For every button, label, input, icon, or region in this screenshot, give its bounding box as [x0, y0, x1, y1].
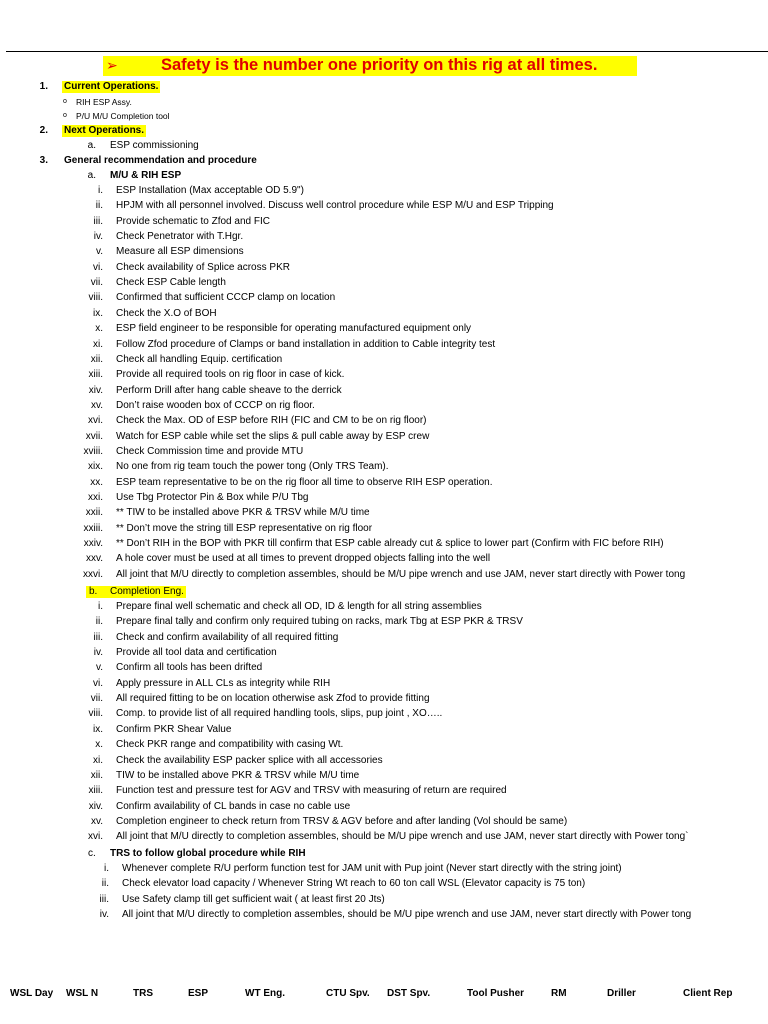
list-item-text: Confirm PKR Shear Value: [116, 723, 232, 735]
list-item-text: Completion engineer to check return from TRSV & AGV before and after landing (Vol should be same): [116, 815, 568, 827]
list-item-text: Check availability of Splice across PKR: [116, 261, 290, 273]
list-item-text: Apply pressure in ALL CLs as integrity while RIH: [116, 677, 331, 689]
list-item-number: iii.: [99, 893, 109, 905]
list-item-number: i.: [98, 601, 103, 612]
list-item-number: ii.: [101, 878, 109, 890]
safety-headline-text: Safety is the number one priority on this rig at all times.: [161, 56, 598, 74]
list-item-number: i.: [98, 185, 103, 196]
list-item-text: Check Commission time and provide MTU: [116, 445, 304, 457]
list-item-number: xxiv.: [83, 538, 103, 550]
list-item-number: xx.: [90, 476, 103, 488]
list-item-number: xii.: [90, 769, 103, 781]
section-3-title: General recommendation and procedure: [64, 155, 257, 166]
list-item-text: All required fitting to be on location otherwise ask Zfod to provide fitting: [116, 693, 430, 705]
sub-a-number: a.: [87, 170, 96, 181]
list-item-text: ESP team representative to be on the rig floor all time to observe RIH ESP operation.: [116, 476, 493, 488]
list-item-number: ix.: [93, 307, 103, 319]
signature-label: WSL Day: [10, 988, 54, 999]
list-item-text: Check the availability ESP packer splice with all accessories: [116, 754, 383, 766]
list-item-text: Provide all required tools on rig floor in case of kick.: [116, 369, 345, 381]
list-item-text: Follow Zfod procedure of Clamps or band installation in addition to Cable integrity test: [116, 338, 496, 350]
list-item-number: xi.: [93, 338, 103, 350]
sub-b-title: Completion Eng.: [110, 586, 184, 597]
list-item-number: xiii.: [88, 369, 103, 381]
list-item-number: xiii.: [88, 785, 103, 797]
sub-c-number: c.: [88, 848, 96, 859]
list-item-text: All joint that M/U directly to completion assembles, should be M/U pipe wrench and use JAM, never start directly with Power tong`: [116, 831, 689, 843]
list-item-text: ** Don’t move the string till ESP representative on rig floor: [116, 522, 373, 534]
list-item-text: Provide schematic to Zfod and FIC: [116, 215, 270, 227]
list-item-text: Don’t raise wooden box of CCCP on rig floor.: [116, 399, 315, 411]
list-item-number: viii.: [88, 708, 103, 720]
list-item-number: vii.: [90, 277, 103, 289]
list-item-text: ESP Installation (Max acceptable OD 5.9"): [116, 185, 304, 196]
list-item-number: x.: [95, 739, 103, 751]
list-item-number: viii.: [88, 292, 103, 304]
signature-label: TRS: [133, 988, 153, 999]
list-item-number: xii.: [90, 353, 103, 365]
list-item-text: All joint that M/U directly to completion assembles, should be M/U pipe wrench and use JAM, never start directly with Power tong: [116, 568, 686, 580]
section-2-item: ESP commissioning: [110, 140, 199, 151]
list-item-text: Check the Max. OD of ESP before RIH (FIC and CM to be on rig floor): [116, 415, 427, 427]
signature-label: Client Rep: [683, 988, 733, 999]
list-item-text: TIW to be installed above PKR & TRSV while M/U time: [116, 769, 360, 781]
section-2-number: 2.: [39, 125, 48, 136]
list-item-number: xix.: [88, 461, 103, 473]
signature-label: DST Spv.: [387, 988, 431, 999]
list-item-number: xi.: [93, 754, 103, 766]
list-item-number: xxv.: [85, 553, 103, 565]
circle-bullet-icon: o: [63, 98, 67, 105]
list-item-text: All joint that M/U directly to completion assembles, should be M/U pipe wrench and use JAM, never start directly with Power tong: [122, 909, 692, 921]
list-item-number: vii.: [90, 693, 103, 705]
list-item-text: Confirm availability of CL bands in case no cable use: [116, 800, 351, 812]
list-item-number: vi.: [93, 261, 103, 273]
signature-label: CTU Spv.: [326, 988, 370, 999]
arrow-bullet-icon: ➢: [106, 57, 118, 73]
list-item-text: Check and confirm availability of all required fitting: [116, 631, 339, 643]
list-item-text: Function test and pressure test for AGV and TRSV with measuring of return are required: [116, 785, 507, 797]
sub-b-number: b.: [89, 586, 98, 597]
list-item-number: iv.: [93, 231, 103, 243]
sub-a-title: M/U & RIH ESP: [110, 170, 182, 181]
list-item-text: ESP field engineer to be responsible for operating manufactured equipment only: [116, 323, 472, 335]
list-item-text: Measure all ESP dimensions: [116, 246, 244, 258]
list-item-number: xvi.: [88, 415, 103, 427]
list-item-text: Watch for ESP cable while set the slips & pull cable away by ESP crew: [116, 430, 430, 442]
list-item-text: Perform Drill after hang cable sheave to the derrick: [116, 384, 342, 396]
list-item-number: xv.: [90, 399, 103, 411]
signature-label: WT Eng.: [245, 988, 285, 999]
list-item-number: iv.: [93, 647, 103, 659]
list-item-text: Prepare final tally and confirm only required tubing on racks, mark Tbg at ESP PKR & TRSV: [116, 616, 523, 628]
list-item-text: Confirmed that sufficient CCCP clamp on location: [116, 292, 336, 304]
list-item-number: vi.: [93, 677, 103, 689]
list-item-number: x.: [95, 323, 103, 335]
list-item-text: Use Tbg Protector Pin & Box while P/U Tbg: [116, 492, 309, 503]
section-2-title: Next Operations.: [64, 125, 145, 136]
list-item-text: Confirm all tools has been drifted: [116, 662, 263, 674]
list-item-text: ** TIW to be installed above PKR & TRSV while M/U time: [116, 507, 370, 519]
list-item-number: xviii.: [83, 445, 103, 457]
list-item-text: Check elevator load capacity / Whenever String Wt reach to 60 ton call WSL (Elevator capacity is 75 ton): [122, 878, 586, 890]
section-1-title: Current Operations.: [64, 81, 159, 92]
signature-label: Driller: [607, 988, 636, 999]
list-item-number: ii.: [95, 200, 103, 212]
signature-label: ESP: [188, 988, 209, 999]
list-item-text: Check PKR range and compatibility with casing Wt.: [116, 739, 344, 751]
list-item-number: ii.: [95, 616, 103, 628]
list-item-number: xvi.: [88, 831, 103, 843]
section-1-number: 1.: [39, 81, 48, 92]
list-item-text: HPJM with all personnel involved. Discuss well control procedure while ESP M/U and ESP Tripping: [116, 200, 554, 212]
list-item-text: A hole cover must be used at all times to prevent dropped objects falling into the well: [116, 553, 491, 565]
list-item-number: xiv.: [88, 800, 103, 812]
safety-headline: [103, 56, 637, 76]
signature-label: RM: [551, 988, 567, 999]
list-item-number: xvii.: [85, 430, 103, 442]
list-item-text: Use Safety clamp till get sufficient wait ( at least first 20 Jts): [122, 893, 385, 905]
list-item-number: ix.: [93, 723, 103, 735]
list-item-number: iii.: [93, 631, 103, 643]
list-item-number: v.: [95, 246, 103, 258]
list-item-number: xxii.: [85, 507, 103, 519]
list-item-text: Comp. to provide list of all required handling tools, slips, pup joint , XO…..: [116, 708, 443, 720]
section-1-item: RIH ESP Assy.: [76, 97, 132, 107]
list-item-text: Check the X.O of BOH: [116, 307, 217, 319]
signature-label: WSL N: [66, 988, 99, 999]
list-item-number: v.: [95, 662, 103, 674]
signature-label: Tool Pusher: [467, 988, 525, 999]
list-item-text: Check all handling Equip. certification: [116, 353, 283, 365]
section-2-item-number: a.: [87, 140, 96, 151]
sub-c-title: TRS to follow global procedure while RIH: [110, 848, 306, 859]
list-item-text: Check Penetrator with T.Hgr.: [116, 231, 244, 243]
section-3-number: 3.: [39, 155, 48, 166]
list-item-text: Provide all tool data and certification: [116, 647, 277, 659]
list-item-text: Prepare final well schematic and check all OD, ID & length for all string assemblies: [116, 601, 482, 612]
circle-bullet-icon: o: [63, 112, 67, 119]
list-item-number: i.: [104, 863, 109, 874]
list-item-number: iii.: [93, 215, 103, 227]
list-item-number: xxiii.: [83, 522, 103, 534]
list-item-text: No one from rig team touch the power tong (Only TRS Team).: [116, 461, 389, 473]
list-item-text: Check ESP Cable length: [116, 277, 226, 289]
list-item-number: xv.: [90, 815, 103, 827]
top-rule: [6, 51, 768, 52]
list-item-number: iv.: [99, 909, 109, 921]
list-item-text: ** Don’t RIH in the BOP with PKR till confirm that ESP cable already cut & splice to lower part (Confirm with FIC before RIH): [116, 538, 664, 550]
list-item-number: xxi.: [88, 492, 103, 503]
list-item-number: xxvi.: [83, 568, 103, 580]
list-item-number: xiv.: [88, 384, 103, 396]
section-1-item: P/U M/U Completion tool: [76, 111, 170, 121]
list-item-text: Whenever complete R/U perform function test for JAM unit with Pup joint (Never start directly with the string joint): [122, 863, 622, 874]
